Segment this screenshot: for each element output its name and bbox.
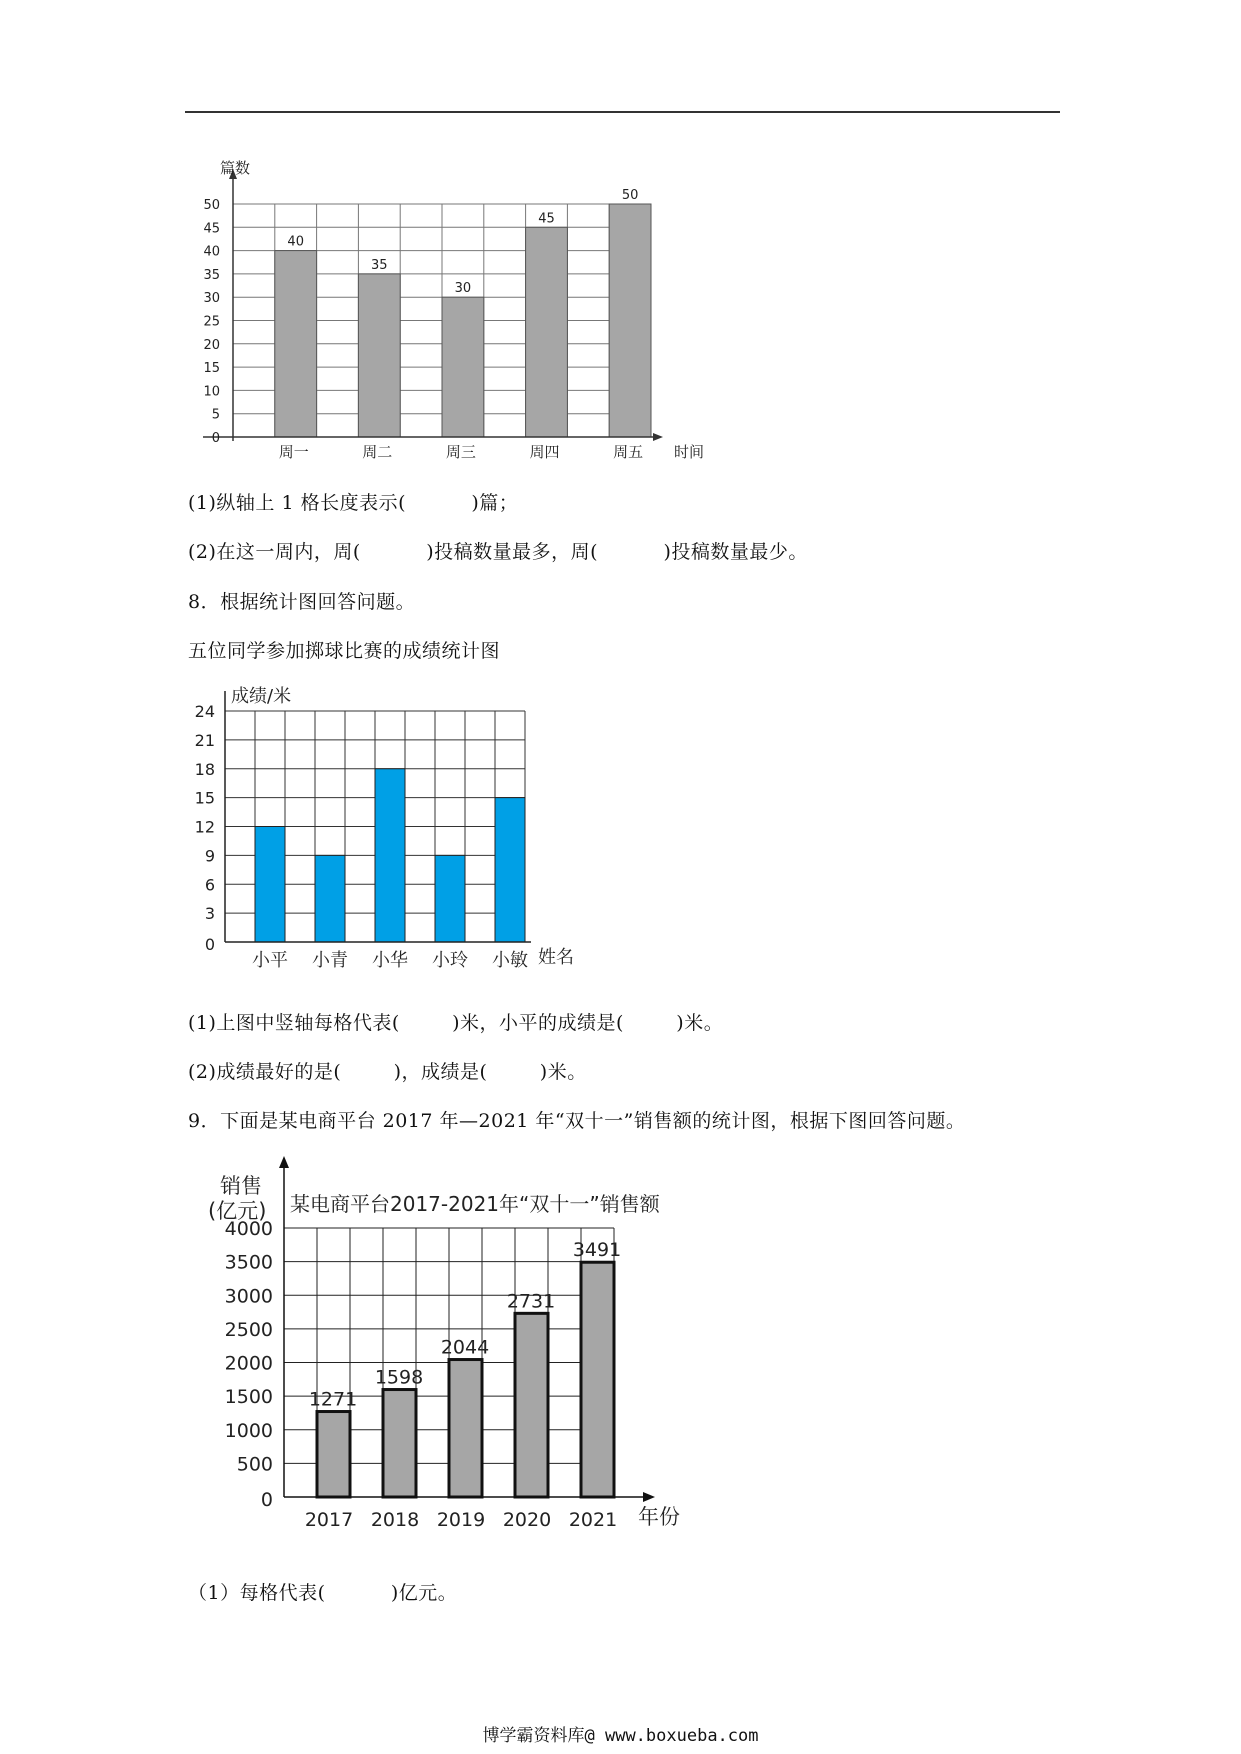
chart2-y-tick: 15	[194, 788, 215, 808]
chart2-x-label: 姓名	[538, 947, 574, 968]
chart3-y-tick: 3000	[224, 1285, 273, 1308]
footer-watermark: 博学霸资料库@ www.boxueba.com	[482, 1726, 759, 1746]
chart3-bars	[317, 1262, 614, 1497]
q8-sub2: (2)成绩最好的是( )，成绩是( )米。	[188, 1061, 587, 1083]
chart1-value-label: 40	[287, 234, 304, 250]
chart1-y-tick: 20	[203, 337, 220, 353]
chart3-category-label: 2020	[502, 1509, 552, 1531]
chart1-y-tick: 40	[203, 244, 220, 260]
chart2-y-tick: 24	[194, 702, 215, 721]
chart1-y-tick: 25	[203, 314, 220, 330]
q8-chart-title: 五位同学参加掷球比赛的成绩统计图	[188, 640, 501, 662]
chart1-y-tick: 15	[203, 361, 220, 377]
chart3-y-tick: 2000	[224, 1352, 273, 1375]
chart3-y-label-1: 销售	[220, 1174, 262, 1198]
chart3-value-label: 3491	[572, 1239, 622, 1262]
chart1-value-label: 50	[621, 188, 639, 203]
chart3-value-label: 2044	[440, 1336, 490, 1359]
chart3-category-label: 2017	[304, 1509, 354, 1531]
chart2-category-label: 小青	[312, 950, 348, 971]
chart1-value-label: 45	[538, 211, 555, 227]
chart2-y-tick: 18	[194, 759, 215, 779]
chart1-y-label: 篇数	[220, 159, 251, 177]
q7-sub1: (1)纵轴上 1 格长度表示( )篇；	[188, 492, 519, 514]
chart1-category-label: 周一	[278, 443, 309, 461]
chart2-category-label: 小华	[372, 950, 408, 971]
chart2-y-tick: 0	[204, 935, 215, 954]
chart3-bar-2021	[581, 1262, 614, 1497]
chart1-y-tick: 35	[203, 267, 220, 283]
chart1-x-label: 时间	[674, 443, 705, 461]
chart3-bar-2017	[317, 1412, 350, 1497]
chart1-value-label: 35	[371, 257, 388, 273]
q8-sub1: (1)上图中竖轴每格代表( )米，小平的成绩是( )米。	[188, 1012, 724, 1034]
chart3-y-tick: 2500	[224, 1318, 273, 1341]
chart1-value-label: 30	[454, 281, 472, 297]
chart1-category-label: 周五	[613, 443, 644, 461]
chart3-bar-2020	[515, 1313, 548, 1497]
chart3-bar-2018	[383, 1390, 416, 1497]
chart2-y-tick: 6	[204, 875, 215, 895]
chart1-y-tick: 10	[203, 384, 220, 400]
chart2-y-tick: 3	[204, 904, 215, 924]
chart2-y-tick: 9	[204, 846, 215, 866]
q7-sub2: (2)在这一周内，周( )投稿数量最多，周( )投稿数量最少。	[188, 541, 808, 563]
chart3-title: 某电商平台2017-2021年“双十一”销售额	[290, 1192, 660, 1216]
chart3-y-tick: 0	[260, 1489, 273, 1511]
chart3-category-label: 2019	[436, 1509, 486, 1531]
chart3-value-label: 1271	[308, 1388, 358, 1411]
chart3-y-tick: 4000	[224, 1218, 273, 1240]
chart3-category-label: 2018	[370, 1509, 420, 1531]
q8-stem: 8．根据统计图回答问题。	[188, 591, 416, 613]
chart1-category-label: 周四	[529, 443, 560, 461]
chart3-x-label: 年份	[638, 1505, 680, 1529]
chart2-y-label: 成绩/米	[231, 686, 292, 707]
chart1-y-tick: 45	[203, 221, 220, 237]
chart2-category-label: 小敏	[492, 950, 528, 971]
chart3-value-label: 2731	[506, 1290, 556, 1313]
chart3-y-tick: 1000	[224, 1419, 273, 1442]
chart3-y-tick: 3500	[224, 1251, 273, 1274]
chart3-category-label: 2021	[568, 1509, 618, 1531]
q9-stem: 9．下面是某电商平台 2017 年—2021 年“双十一”销售额的统计图，根据下图回答问题。	[188, 1110, 966, 1132]
chart3-y-tick: 1500	[224, 1386, 273, 1409]
chart3-y-tick: 500	[236, 1453, 273, 1476]
chart3-y-label-2: (亿元)	[208, 1199, 267, 1223]
chart3-y-arrow	[279, 1156, 289, 1168]
chart1-y-tick: 30	[203, 291, 220, 307]
chart3-x-arrow	[643, 1492, 655, 1502]
chart1-y-tick: 0	[211, 431, 220, 446]
chart1-y-tick: 50	[203, 198, 220, 213]
chart2-category-label: 小玲	[432, 950, 468, 971]
q9-sub1: （1）每格代表( )亿元。	[188, 1582, 458, 1604]
chart3-value-label: 1598	[374, 1366, 424, 1389]
chart1-category-label: 周三	[445, 443, 476, 461]
chart2-category-label: 小平	[252, 950, 288, 971]
chart3-bar-2019	[449, 1360, 482, 1497]
chart1-y-tick: 5	[211, 407, 220, 423]
chart2-y-tick: 12	[194, 817, 215, 837]
chart2-y-tick: 21	[194, 730, 215, 750]
chart1-category-label: 周二	[362, 443, 393, 461]
